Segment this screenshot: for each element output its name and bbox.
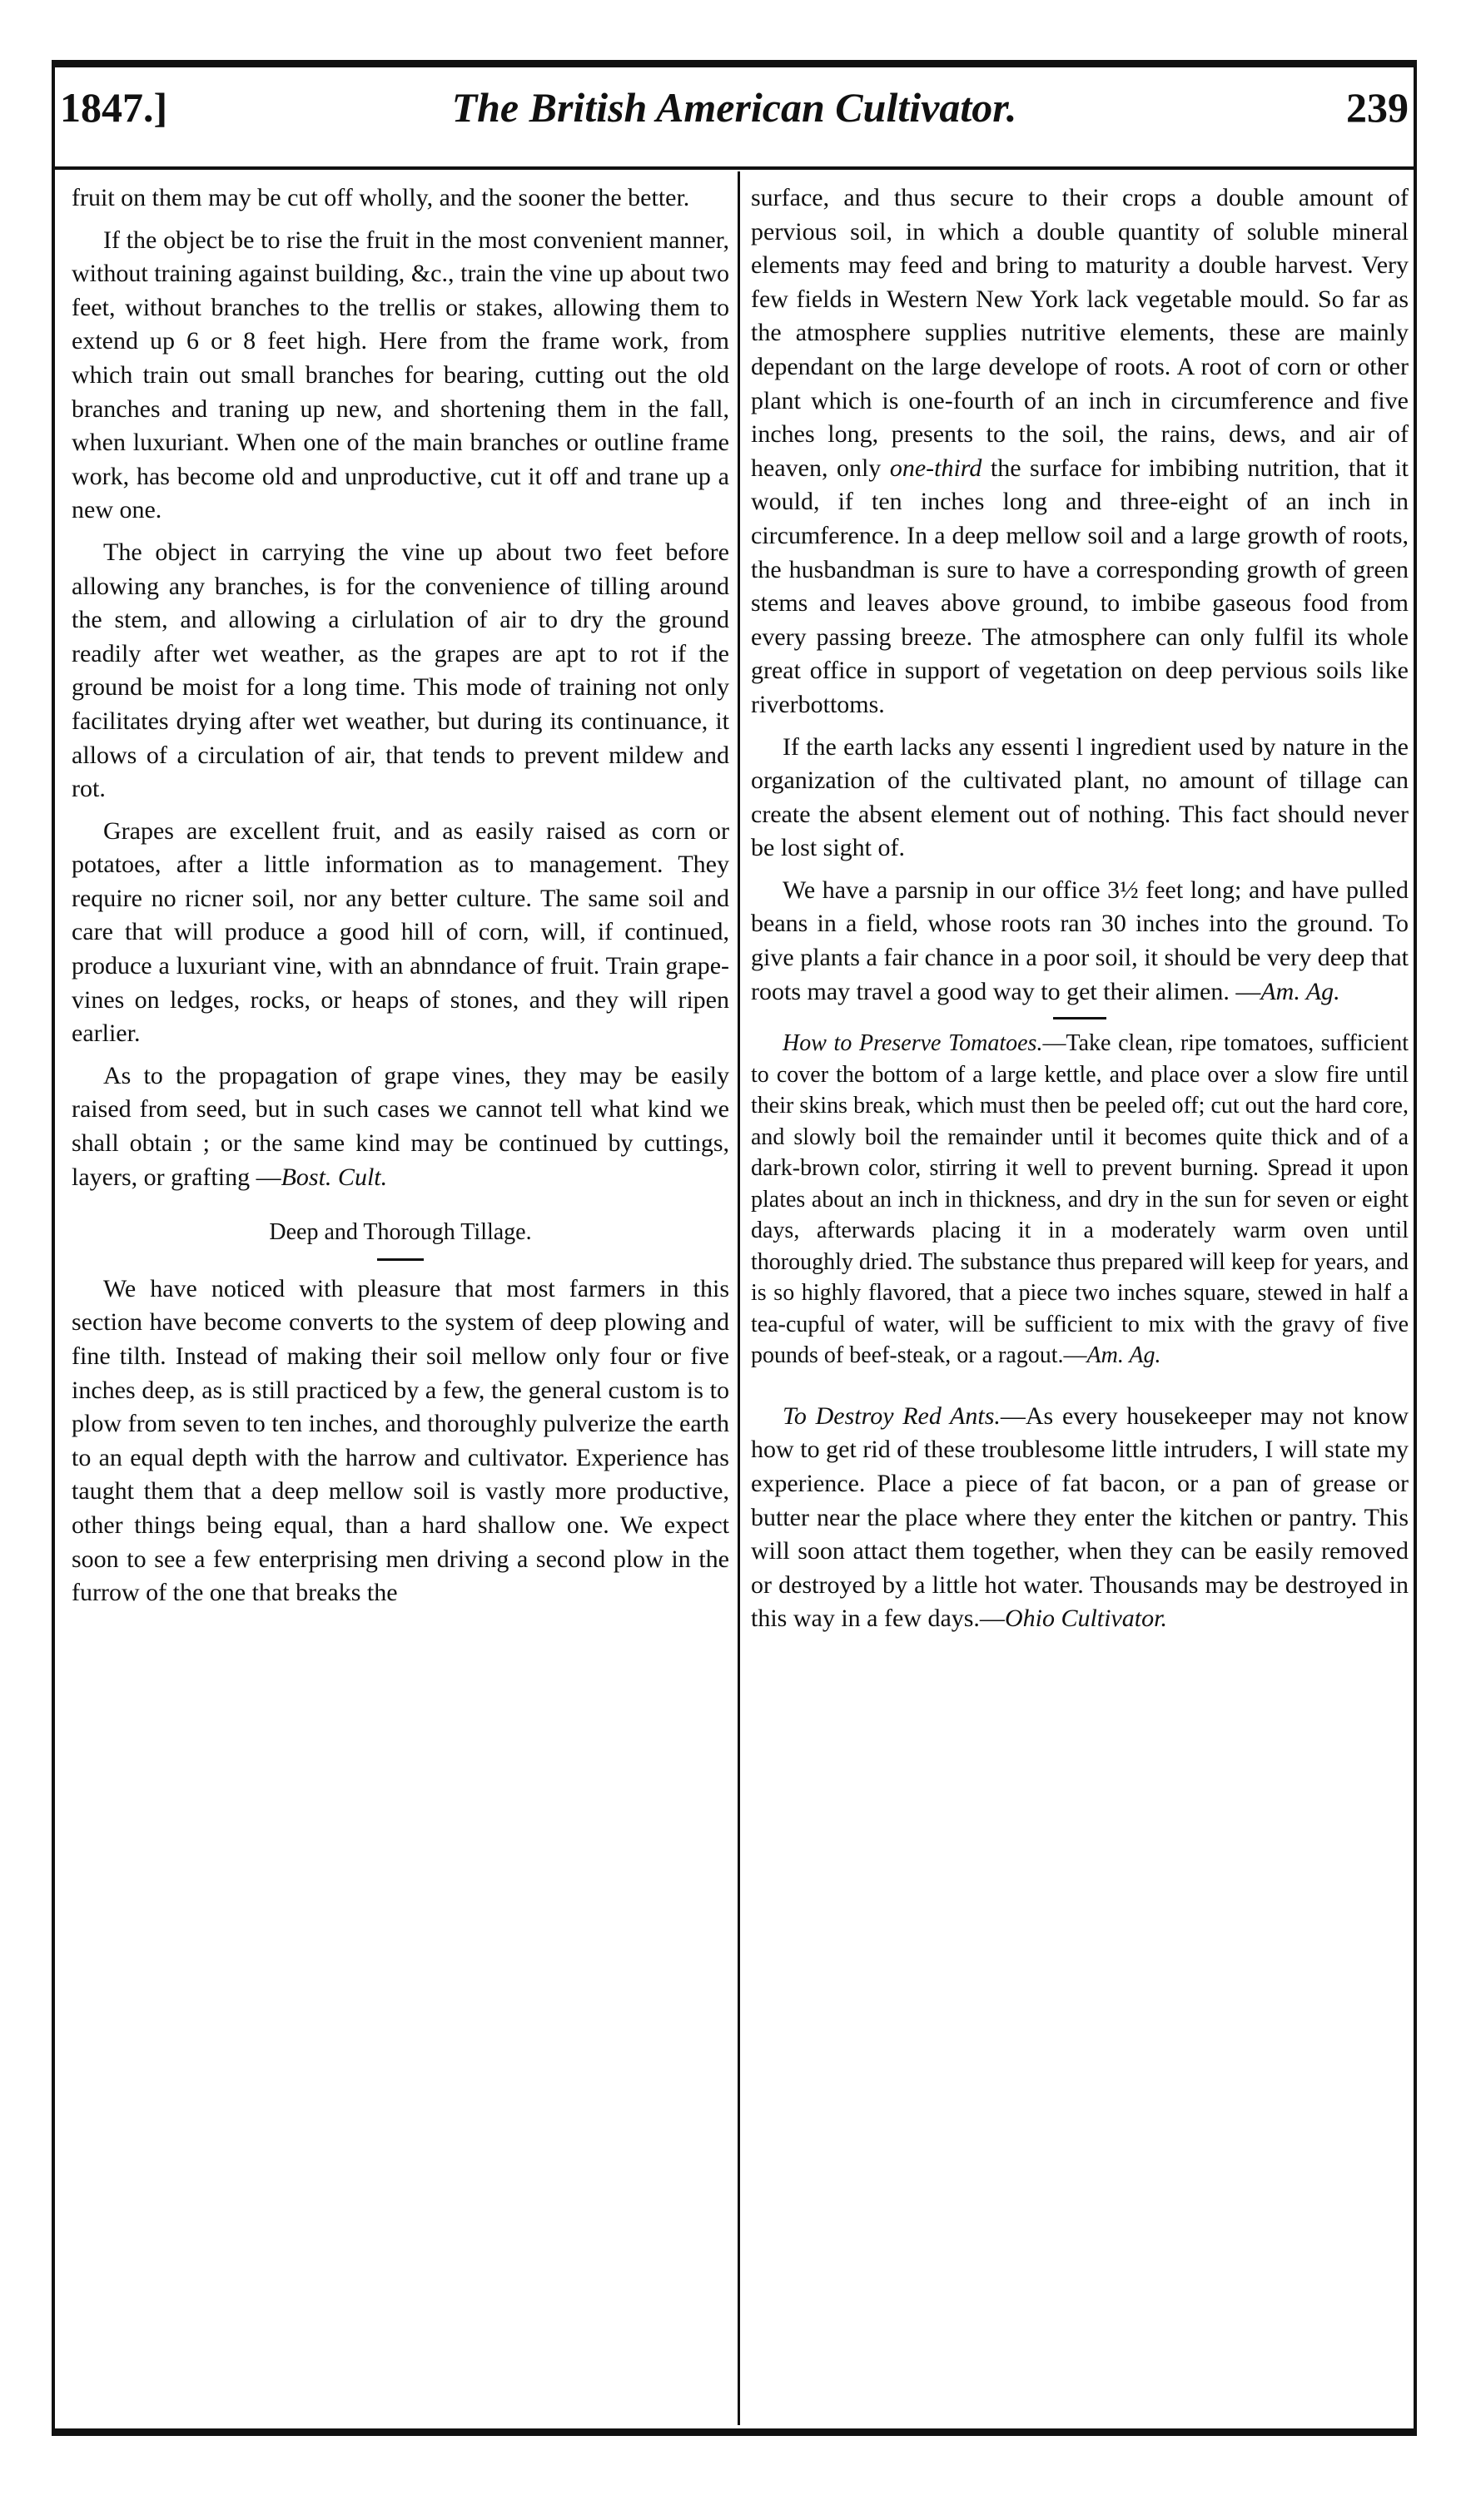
publication-title: The British American Cultivator. (451, 84, 1017, 131)
paragraph: If the earth lacks any essenti l ingredient used by nature in the organization of the cultivated plant, no amount of tillage can create the absent element out of nothing. This fact should never be lost sight of. (751, 732, 1409, 862)
page-header (60, 83, 1409, 150)
article-title: To Destroy Red Ants. (783, 1401, 1001, 1430)
right-column (751, 181, 1409, 1644)
paragraph (751, 1028, 1409, 1372)
bottom-border-rule (52, 2428, 1417, 2436)
column-divider (738, 171, 740, 2425)
paragraph-text: —As every housekeeper may not know how to get rid of these troublesome little intruders, I will state my experience. Place a piece of fat bacon, or a pan of grease or butter near the place where they enter the kitchen or pantry. This will soon attact them together, when they can be easily removed or destroyed by a little hot water. Thousands may be destroyed in this way in a few days.— (751, 1401, 1409, 1633)
paragraph (751, 874, 1409, 1009)
paragraph: The object in carrying the vine up about two feet before allowing any branches, is for the convenience of tilling around the stem, and allowing a cirlulation of air to dry the ground readily after wet weather, as the grapes are apt to rot if the ground be moist for a long time. This mode of training not only facilitates drying after wet weather, but during its continuance, it allows of a circulation of air, that tends to prevent mildew and rot. (72, 538, 729, 803)
header-rule (55, 166, 1417, 170)
paragraph (72, 1059, 729, 1194)
paragraph: If the object be to rise the fruit in the most convenient manner, without training against building, &c., train the vine up about two feet, without branches to the trellis or stakes, allowing them to extend up 6 or 8 feet high. Here from the frame work, from which train out small branches for bearing, cutting out the old branches and traning up new, and shortening them in the fall, when luxuriant. When one of the main branches or outline frame work, has become old and unproductive, cut it off and trane up a new one. (72, 226, 729, 524)
paragraph: Grapes are excellent fruit, and as easily raised as corn or potatoes, after a little information as to management. They require no ricner soil, nor any better culture. The same soil and care that will produce a good hill of corn, will, if continued, produce a luxuriant vine, with an abnndance of fruit. Train grape-vines on ledges, rocks, or heaps of stones, and they will ripen earlier. (72, 816, 729, 1048)
paragraph-text: the surface for imbibing nutrition, that it would, if ten inches long and three-eight of an inch in circumference. In a deep mellow soil and a large growth of roots, the husbandman is sure to have a corresponding growth of green stems and leaves above ground, to imbibe gaseous food from every passing breeze. The atmosphere can only fulfil its whole great office in support of vegetation on deep pervious soils like riverbottoms. (751, 454, 1409, 718)
source-citation: Am. Ag. (1260, 977, 1340, 1005)
short-rule (1053, 1017, 1106, 1019)
paragraph-text: As to the propagation of grape vines, they may be easily raised from seed, but in such cases we cannot tell what kind we shall obtain ; or the same kind may be continued by cuttings, layers, or grafting — (72, 1061, 729, 1191)
source-citation: Am. Ag. (1086, 1342, 1161, 1369)
paragraph (751, 1400, 1409, 1636)
page-number: 239 (1346, 84, 1409, 131)
paragraph-text: —Take clean, ripe tomatoes, sufficient to cover the bottom of a large kettle, and place over a slow fire until their skins break, which must then be peeled off; cut out the hard core, and slowly boil the remainder until it becomes quite thick and of a dark-brown color, stirring it well to prevent burning. Spread it upon plates about an inch in thickness, and dry in the sun for seven or eight days, afterwards placing it in a moderately warm oven until thoroughly dried. The substance thus prepared will keep for years, and is so highly flavored, that a piece two inches square, stewed in half a tea-cupful of water, will be sufficient to mix with the gravy of five pounds of beef-steak, or a ragout.— (751, 1030, 1409, 1369)
paragraph-text: We have a parsnip in our office 3½ feet long; and have pulled beans in a field, whose roots ran 30 inches into the ground. To give plants a fair chance in a poor soil, it should be very deep that roots may travel a good way to get their alimen. — (751, 876, 1409, 1005)
left-border-rule (52, 63, 55, 2432)
paragraph: fruit on them may be cut off wholly, and the sooner the better. (72, 184, 690, 211)
paragraph-text: surface, and thus secure to their crops a double amount of pervious soil, in which a double quantity of soluble mineral elements may feed and bring to maturity a double harvest. Very few fields in Western New York lack vegetable mould. So far as the atmosphere supplies nutritive elements, these are mainly dependant on the large develope of roots. A root of corn or other plant which is one-fourth of an inch in circumference and five inches long, presents to the soil, the rains, dews, and air of heaven, only (751, 184, 1409, 482)
paragraph: We have noticed with pleasure that most farmers in this section have become converts to the system of deep plowing and fine tilth. Instead of making their soil mellow only four or five inches deep, as is still practiced by a few, the general custom is to plow from seven to ten inches, and thoroughly pulverize the earth to an equal depth with the harrow and cultivator. Experience has taught them that a deep mellow soil is vastly more productive, other things being equal, than a hard shallow one. We expect soon to see a few enterprising men driving a second plow in the furrow of the one that breaks the (72, 1274, 729, 1607)
source-citation: Ohio Cultivator. (1004, 1605, 1167, 1633)
article-title: How to Preserve Tomatoes. (783, 1030, 1043, 1057)
short-rule (377, 1258, 424, 1261)
top-border-rule (52, 60, 1417, 67)
right-border-rule (1414, 63, 1417, 2432)
left-column (72, 181, 729, 1619)
emphasis-text: one-third (889, 454, 982, 482)
header-year: 1847.] (60, 84, 168, 131)
paragraph (751, 181, 1409, 722)
spacer (751, 1380, 1409, 1400)
source-citation: Bost. Cult. (281, 1163, 388, 1191)
article-heading: Deep and Thorough Tillage. (269, 1219, 532, 1246)
